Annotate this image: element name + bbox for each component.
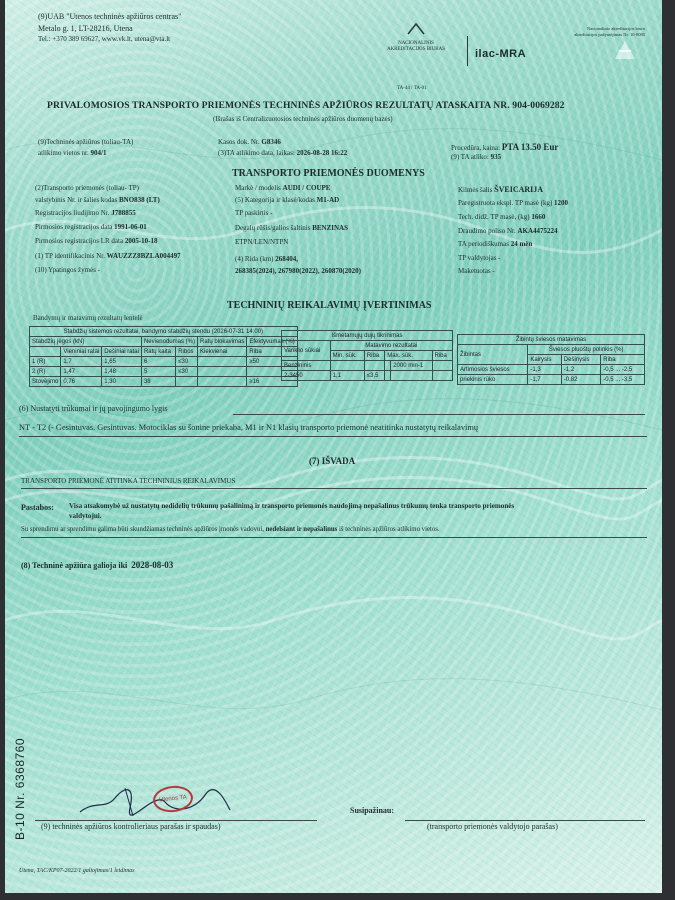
table-row <box>458 375 645 385</box>
vehicle-label-1: (2)Transporto priemonės (toliau- TP) <box>35 184 140 192</box>
etpn-label: ETPN/LEN/NTPN <box>235 238 289 246</box>
plate-value: BNO838 (LT) <box>119 196 160 204</box>
issuer-name: (9)UAB "Utenos techninės apžiūros centras" <box>38 12 182 21</box>
table-cell <box>391 371 432 381</box>
insurance-value: AKA4475224 <box>517 227 558 235</box>
headlight-table <box>457 334 645 385</box>
logo-divider <box>467 36 468 66</box>
table-cell: 2-3450 <box>282 371 331 381</box>
notes-line-2: valdytojui. <box>69 512 102 520</box>
table-cell: ≤30 <box>176 367 198 377</box>
max-mass-value: 1660 <box>531 213 546 221</box>
reg-cert-label: Registracijos liudijimo Nr. <box>35 209 110 217</box>
complaint-suffix: iš techninės apžiūros atlikimo vietos. <box>339 526 440 533</box>
accreditation-logo-text: NACIONALINIS AKREDITACIJOS BIURAS <box>386 41 446 52</box>
table-cell <box>330 361 364 371</box>
inspection-date-label: (3)TA atlikimo data, laikas: <box>218 149 295 157</box>
ilac-logo: ilac-MRA <box>475 48 527 60</box>
complaint-text: Su sprendimu ar sprendimu galima būti skundžiamas techninės apžiūros įmonės vadovui, <box>21 526 264 533</box>
table-cell <box>197 377 246 387</box>
table-cell: -0,82 <box>561 375 600 385</box>
station-label: (9)Techninės apžiūros (toliau-TA) <box>38 138 134 146</box>
inspection-report-page <box>5 0 662 893</box>
defects-line-rule <box>19 436 647 437</box>
cash-doc-value: G8346 <box>261 138 281 146</box>
vin-value: WAUZZZ8BZLA004497 <box>106 252 181 260</box>
table-cell: 38 <box>141 377 175 387</box>
max-mass-label: Tech. didž. TP masė, (kg) <box>458 213 530 221</box>
table-header: Vieniniai ratai <box>61 347 102 357</box>
table-cell: Stovėjimo <box>30 377 61 387</box>
defects-underline <box>233 414 645 415</box>
table-cell: ≥50 <box>247 357 297 367</box>
table-header: Efektyvumas (%) <box>247 337 297 347</box>
table-cell: 0,76 <box>61 377 102 387</box>
table-cell <box>197 367 246 377</box>
accreditation-certificate-note: Nacionalinio akreditacijos biuro akreditacijos pažymėjimas Nr. 10-0085 <box>574 26 645 37</box>
table-header: Ribos <box>176 347 198 357</box>
table-title: Stabdžių sistemos rezultatai, bandymo stabdžių stendu (2026-07-31 14:00) <box>30 327 298 337</box>
mileage-value: 268404, <box>275 255 298 263</box>
fuel-value: BENZINAS <box>312 224 348 232</box>
table-cell: -1,7 <box>528 375 561 385</box>
table-header: Variklio sūkiai <box>282 341 331 361</box>
table-cell: 1,1 <box>330 371 364 381</box>
brake-results-table <box>29 326 298 387</box>
table-header: Šviesos pluoštų polinkis (%) <box>528 345 645 355</box>
station-place-label: atlikimo vietos nr. <box>38 149 89 157</box>
table-row <box>30 367 298 377</box>
purpose: TP paskirtis - <box>235 209 273 217</box>
accreditation-logo <box>381 22 451 53</box>
table-header: Stabdžių jėgos (kN) <box>30 337 142 347</box>
emissions-table <box>281 330 453 381</box>
table-cell: ≤30 <box>176 357 198 367</box>
notes-line-1: Visa atsakomybė už nustatytų nedidelių trūkumų pašalinimą ir transporto priemonės naudojimą nepašalinus trūkumų tenka transporto priemonės <box>69 502 515 510</box>
measurements-label: Bandymų ir matavimų rezultatų lentelė <box>33 314 143 322</box>
table-cell: 1,30 <box>102 377 142 387</box>
table-cell: 1,48 <box>102 367 142 377</box>
cash-doc-label: Kasos dok. Nr. <box>218 138 260 146</box>
table-cell: 1,7 <box>61 357 102 367</box>
issuer-address: Metalo g. 1, LT-28216, Utena <box>38 24 133 33</box>
complaint-underline <box>21 537 647 538</box>
table-header: Riba <box>601 355 645 365</box>
table-row <box>30 377 298 387</box>
procedure-value: PTA 13.50 Eur <box>501 142 559 152</box>
serial-number: B-10 Nr. 6368760 <box>13 737 28 841</box>
inspector-signature-label: (9) techninės apžiūros kontrolieriaus parašas ir spaudas) <box>41 822 221 831</box>
procedure-label: Procedūra, kaina: <box>451 144 500 152</box>
table-header: Ratų blokavimas <box>197 337 246 347</box>
mileage-label: (4) Rida (km) <box>235 255 274 263</box>
table-cell: priekinis rūko <box>458 375 528 385</box>
conclusion-underline <box>21 488 647 489</box>
report-subtitle: (Išrašas iš Centralizuotosios techninės apžiūros duomenų bazės) <box>213 115 393 123</box>
mockup-label: Maketuotas - <box>458 267 495 275</box>
table-cell: 1,47 <box>61 367 102 377</box>
accreditation-emblem-icon <box>406 22 426 36</box>
table-header: Min. sūk. <box>330 351 364 361</box>
table-row <box>282 361 453 371</box>
owner-signature-line <box>405 820 645 821</box>
acknowledged-label: Susipažinau: <box>350 806 395 815</box>
requirements-heading: TECHNINIŲ REIKALAVIMŲ ĮVERTINIMAS <box>227 300 432 311</box>
table-cell <box>197 357 246 367</box>
table-header: Max. sūk. <box>385 351 432 361</box>
inspector-value: 935 <box>490 153 502 161</box>
table-header: Nevienodumas (%) <box>141 337 197 347</box>
table-cell: -1,2 <box>561 365 600 375</box>
origin-label: Kilmės šalis <box>458 186 493 194</box>
table-title: Žibintų šviesos matavimas <box>458 335 645 345</box>
table-row <box>282 371 453 381</box>
table-row <box>30 357 298 367</box>
table-cell: Artimosios šviesos <box>458 365 528 375</box>
footer-note: Utena, TAC/KP07-2022/1 galiojimas/1 leidimas <box>19 868 135 874</box>
origin-value: ŠVEICARIJA <box>494 185 544 194</box>
table-cell: Benzininis <box>282 361 331 371</box>
table-cell: 5 <box>141 367 175 377</box>
accreditation-code: TA-44 / TA-01 <box>397 86 427 91</box>
mass-label: Paregistruota ekspl. TP masė (kg) <box>458 199 553 207</box>
first-reg-lt-value: 2005-10-18 <box>124 237 158 245</box>
table-header: Kiekvienai <box>197 347 246 357</box>
table-header: Dešiniai ratai <box>102 347 142 357</box>
table-cell: 1 (R) <box>30 357 61 367</box>
insurance-label: Draudimo poliso Nr. <box>458 227 516 235</box>
table-cell: 2 (R) <box>30 367 61 377</box>
table-header: Dešinysis <box>561 355 600 365</box>
validity-value: 2028-08-03 <box>131 560 174 570</box>
inspection-date-value: 2026-08-28 16:22 <box>296 149 348 157</box>
report-title: PRIVALOMOSIOS TRANSPORTO PRIEMONĖS TECHNINĖS APŽIŪROS REZULTATŲ ATASKAITA NR. 904-0069282 <box>47 100 565 111</box>
table-header: Riba <box>247 347 297 357</box>
camera-icon <box>612 38 638 64</box>
table-row <box>458 365 645 375</box>
table-cell: 2000 min-1 <box>391 361 432 371</box>
complaint-bold-text: nedelsiant ir nepašalinus <box>265 526 338 533</box>
table-cell: ≥16 <box>247 377 297 387</box>
periodicity-label: TA periodiškumas <box>458 240 509 248</box>
conclusion-heading: (7) IŠVADA <box>309 456 356 466</box>
table-cell: -0,5 ... -3,5 <box>601 375 645 385</box>
table-header: Žibintas <box>458 345 528 365</box>
table-cell <box>176 377 198 387</box>
table-cell: 6 <box>141 357 175 367</box>
make-label: Markė / modelis <box>235 184 281 192</box>
table-header: Matavimo rezultatai <box>330 341 452 351</box>
mass-value: 1200 <box>554 199 569 207</box>
table-cell <box>364 361 384 371</box>
official-stamp: Utenos TA <box>152 784 194 814</box>
first-reg-label: Pirmosios registracijos data <box>35 223 113 231</box>
notes-label: Pastabos: <box>21 503 54 512</box>
station-place-value: 904/1 <box>90 149 107 157</box>
defects-line: NT - T2 (- Gesintuvas. Gesintuvas. Motociklas su šonine priekaba, M1 ir N1 klasių transporto priemonė neatitinka nustatytų reikalavimų <box>19 423 479 432</box>
category-label: (5) Kategorija ir klasė/kodas <box>235 196 315 204</box>
table-header: Ratų kaita <box>141 347 175 357</box>
table-header: Riba <box>432 351 453 361</box>
category-value: M1-AD <box>316 196 340 204</box>
table-cell <box>432 361 453 371</box>
first-reg-value: 1991-06-01 <box>114 223 147 231</box>
table-cell: -0,5 ... -2,5 <box>601 365 645 375</box>
issuer-contacts: Tel.: +370 389 69627, www.vk.lt, utena@vta.lt <box>38 35 171 43</box>
conclusion-text: TRANSPORTO PRIEMONĖ ATITINKA TECHNINIUS REIKALAVIMUS <box>21 477 236 485</box>
table-header: Kairysis <box>528 355 561 365</box>
reg-cert-value: J788855 <box>111 209 136 217</box>
vehicle-data-heading: TRANSPORTO PRIEMONĖS DUOMENYS <box>232 168 425 179</box>
table-title: Išmetamųjų dujų tikrinimas <box>282 331 453 341</box>
inspector-label: (9) TA atliko: <box>451 153 489 161</box>
table-header: Riba <box>364 351 384 361</box>
security-pattern <box>5 0 662 893</box>
table-cell: -1,3 <box>528 365 561 375</box>
owner-signature-label: (transporto priemonės valdytojo parašas) <box>427 822 558 831</box>
mileage-history: 268385(2024), 267980(2022), 260870(2020) <box>235 267 361 275</box>
periodicity-value: 24 mėn <box>510 240 533 248</box>
table-cell: 1,65 <box>102 357 142 367</box>
special-marks: (10) Ypatingos žymės - <box>35 266 100 274</box>
vin-label: (1) TP identifikacinis Nr. <box>35 252 105 260</box>
inspector-signature-line <box>35 820 317 821</box>
first-reg-lt-label: Pirmosios registracijos LR data <box>35 237 124 245</box>
table-cell: ≤3,5 <box>364 371 384 381</box>
defects-label: (6) Nustatyti trūkumai ir jų pavojingumo lygis <box>19 404 168 413</box>
table-cell <box>432 371 453 381</box>
plate-label: valstybinis Nr. ir šalies kodas <box>35 196 118 204</box>
validity-label: (8) Techninė apžiūra galioja iki <box>21 561 128 570</box>
owner-label: TP valdytojas - <box>458 254 501 262</box>
fuel-label: Degalų rūšis/galios šaltinis <box>235 224 311 232</box>
make-value: AUDI / COUPE <box>282 184 331 192</box>
